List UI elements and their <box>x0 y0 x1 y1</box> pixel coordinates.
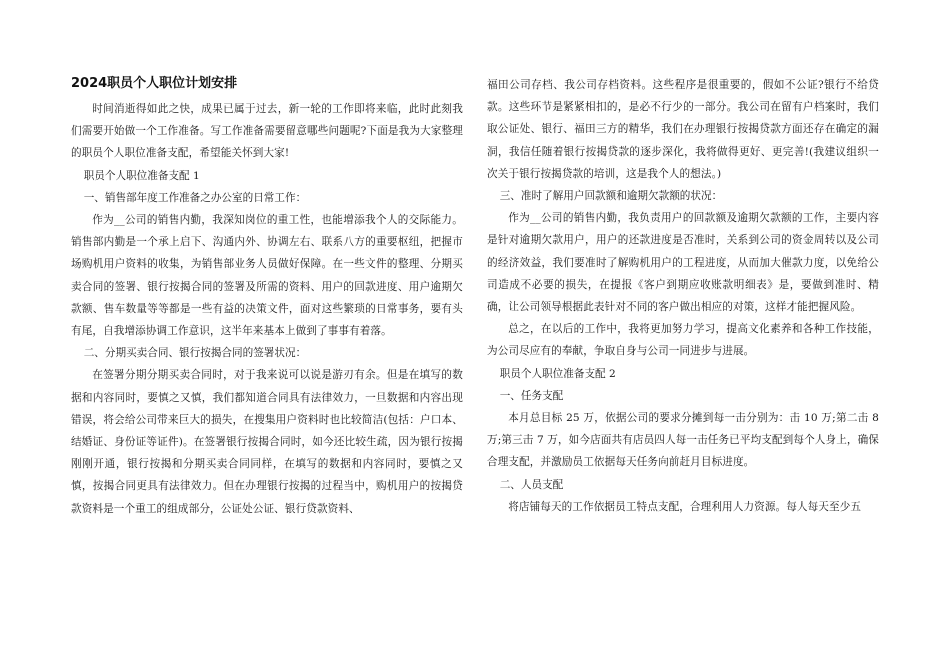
left-column <box>71 74 463 520</box>
intro-paragraph: 时间消逝得如此之快，成果已属于过去，新一轮的工作即将来临，此时此刻我们需要开始做一个工作准备。写工作准备需要留意哪些问题呢?下面是我为大家整理的职员个人职位准备支配，希望能关怀到大家! <box>71 103 463 160</box>
tasks-paragraph: 本月总目标 25 万，依据公司的要求分摊到每一击分别为：击 10 万;第二击 8 万;第三击 7 万，如今店面共有店员四人每一击任务已平均支配到每个人身上，确保合理支配，并激励员工依据每天任务向前赶月目标进度。 <box>487 412 879 469</box>
section-heading-plan-2: 职员个人职位准备支配 2 <box>499 367 616 380</box>
staff-paragraph: 将店铺每天的工作依据员工特点支配，合理利用人力资源。每人每天至少五 <box>508 500 862 513</box>
section-heading-staff: 二、人员支配 <box>499 478 564 491</box>
document-title: 2024职员个人职位计划安排 <box>71 76 238 91</box>
section-heading-tasks: 一、任务支配 <box>499 389 564 402</box>
section-heading-office-work: 一、销售部年度工作准备之办公室的日常工作： <box>83 191 307 204</box>
contracts-paragraph-continued: 福田公司存档、我公司存档资料。这些程序是很重要的，假如不公证?银行不给贷款。这些环节是紧紧相扣的，是必不行少的一部分。我公司在留有户档案时，我们取公证处、银行、福田三方的精华，我们在办理银行按揭贷款方面还存在确定的漏洞，我信任随着银行按揭贷款的逐步深化，我将做得更好、更完善!(我建议组织一次关于银行按揭贷款的培训，这是我个人的想法。) <box>487 79 879 180</box>
section-heading-contracts: 二、分期买卖合同、银行按揭合同的签署状况： <box>83 347 307 360</box>
office-work-paragraph: 作为__公司的销售内勤，我深知岗位的重工性，也能增添我个人的交际能力。销售部内勤是一个承上启下、沟通内外、协调左右、联系八方的重要枢纽，把握市场购机用户资料的收集，为销售部业务人员做好保障。在一些文件的整理、分期买卖合同的签署、银行按揭合同的签署及所需的资料、用户的回款进度、用户逾期欠款额、售车数量等等都是一些有益的决策文件，面对这些繁琐的日常事务，要有头有尾，自我增添协调工作意识，这半年来基本上做到了事事有着落。 <box>71 214 463 338</box>
right-column <box>487 74 879 518</box>
summary-paragraph: 总之，在以后的工作中，我将更加努力学习，提高文化素养和各种工作技能，为公司尽应有的奉献，争取自身与公司一同进步与进展。 <box>487 323 879 358</box>
payments-paragraph: 作为__公司的销售内勤，我负责用户的回款额及逾期欠款额的工作，主要内容是针对逾期欠款用户，用户的还款进度是否准时，关系到公司的资金周转以及公司的经济效益，我们要准时了解购机用户的工程进度，从而加大催款力度，以免给公司造成不必要的损失，在提报《客户到期应收账款明细表》是，要做到准时、精确，让公司领导根据此表针对不同的客户做出相应的对策，这样才能把握风险。 <box>487 212 879 314</box>
section-heading-payments: 三、准时了解用户回款额和逾期欠款额的状况： <box>499 190 723 203</box>
contracts-paragraph: 在签署分期分期买卖合同时，对于我来说可以说是游刃有余。但是在填写的数据和内容同时，要慎之又慎，我们都知道合同具有法律效力，一旦数据和内容出现错误，将会给公司带来巨大的损失，在搜集用户资料时也比较简洁(包括：户口本、结婚证、身份证等证件)。在签署银行按揭合同时，如今还比较生疏，因为银行按揭刚刚开通，银行按揭和分期买卖合同同样，在填写的数据和内容同时，要慎之又慎，按揭合同更具有法律效力。但在办理银行按揭的过程当中，购机用户的按揭贷款资料是一个重工的组成部分，公证处公证、银行贷款资料、 <box>71 369 463 515</box>
section-heading-plan-1: 职员个人职位准备支配 1 <box>83 169 200 182</box>
